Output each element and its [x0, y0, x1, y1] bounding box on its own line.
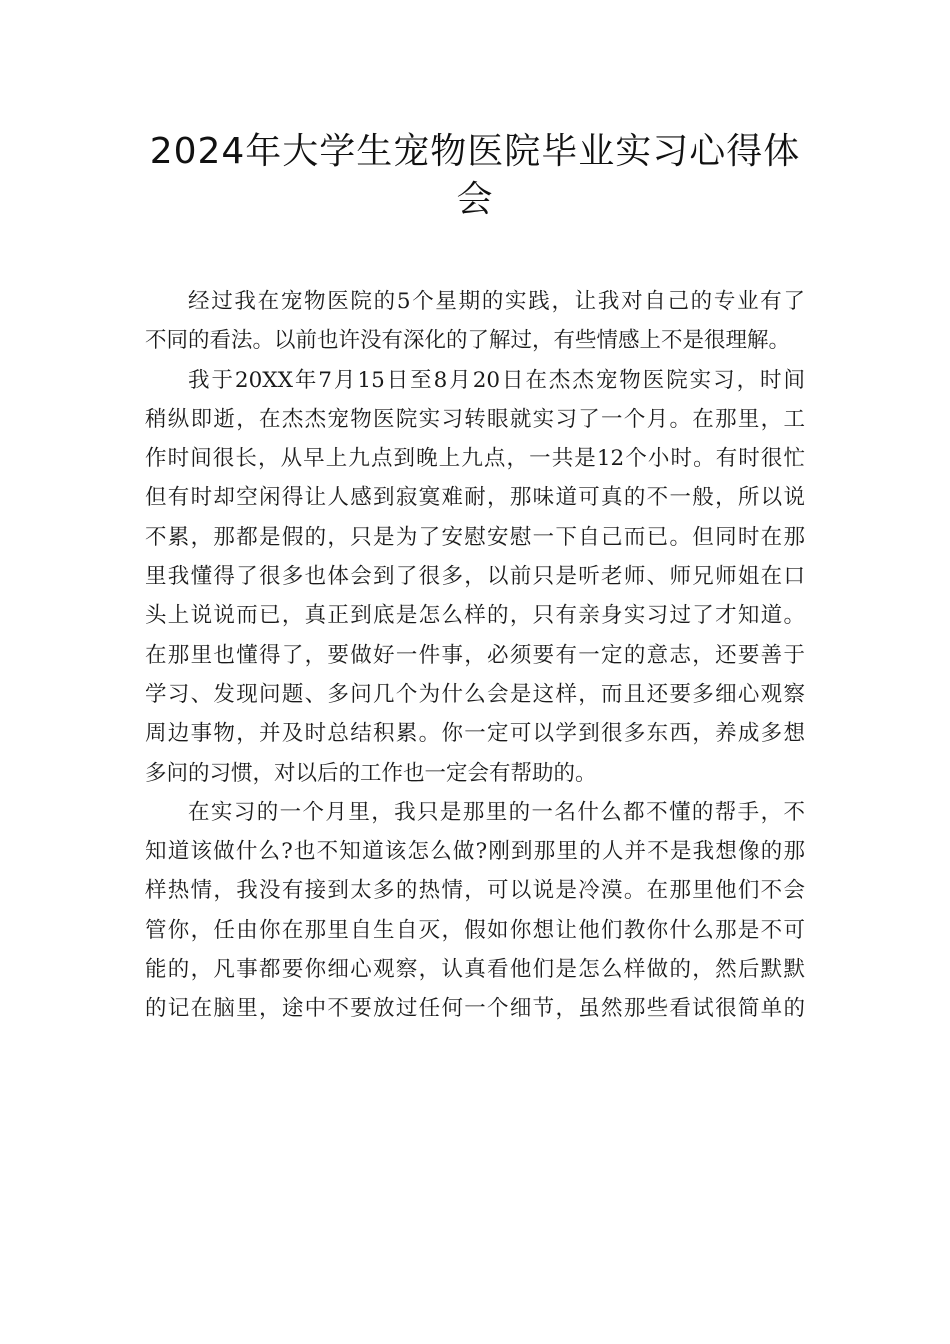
paragraph-2 — [145, 361, 805, 793]
paragraph-line: 作时间很长，从早上九点到晚上九点，一共是12个小时。有时很忙 — [145, 446, 805, 472]
paragraph-line: 但有时却空闲得让人感到寂寞难耐，那味道可真的不一般，所以说 — [145, 485, 805, 511]
document-title — [120, 128, 830, 224]
paragraph-line: 在实习的一个月里，我只是那里的一名什么都不懂的帮手，不 — [188, 799, 805, 825]
paragraph-line: 不同的看法。以前也许没有深化的了解过，有些情感上不是很理解。 — [145, 328, 791, 354]
paragraph-line: 经过我在宠物医院的5个星期的实践，让我对自己的专业有了 — [188, 289, 805, 314]
document-title-line-2: 会 — [456, 179, 494, 220]
paragraph-line: 稍纵即逝，在杰杰宠物医院实习转眼就实习了一个月。在那里，工 — [145, 406, 805, 432]
paragraph-line: 周边事物，并及时总结积累。你一定可以学到很多东西，养成多想 — [145, 721, 805, 747]
paragraph-line: 不累，那都是假的，只是为了安慰安慰一下自己而已。但同时在那 — [145, 524, 805, 550]
paragraph-line: 头上说说而已，真正到底是怎么样的，只有亲身实习过了才知道。 — [145, 603, 805, 629]
paragraph-line: 知道该做什么?也不知道该怎么做?刚到那里的人并不是我想像的那 — [145, 839, 805, 865]
paragraph-line: 多问的习惯，对以后的工作也一定会有帮助的。 — [145, 760, 597, 786]
paragraph-line: 样热情，我没有接到太多的热情，可以说是冷漠。在那里他们不会 — [145, 878, 805, 904]
document-body — [145, 282, 805, 1029]
paragraph-line: 我于20XX年7月15日至8月20日在杰杰宠物医院实习，时间 — [188, 367, 805, 393]
paragraph-line: 的记在脑里，途中不要放过任何一个细节，虽然那些看试很简单的 — [145, 996, 805, 1022]
paragraph-1 — [145, 282, 805, 361]
paragraph-line: 管你，任由你在那里自生自灭，假如你想让他们教你什么那是不可 — [145, 917, 805, 943]
paragraph-line: 里我懂得了很多也体会到了很多，以前只是听老师、师兄师姐在口 — [145, 564, 805, 590]
paragraph-line: 在那里也懂得了，要做好一件事，必须要有一定的意志，还要善于 — [145, 642, 805, 668]
document-title-line-1: 2024年大学生宠物医院毕业实习心得体 — [149, 131, 801, 172]
paragraph-line: 能的，凡事都要你细心观察，认真看他们是怎么样做的，然后默默 — [145, 957, 805, 983]
paragraph-3 — [145, 793, 805, 1029]
paragraph-line: 学习、发现问题、多问几个为什么会是这样，而且还要多细心观察 — [145, 681, 805, 707]
